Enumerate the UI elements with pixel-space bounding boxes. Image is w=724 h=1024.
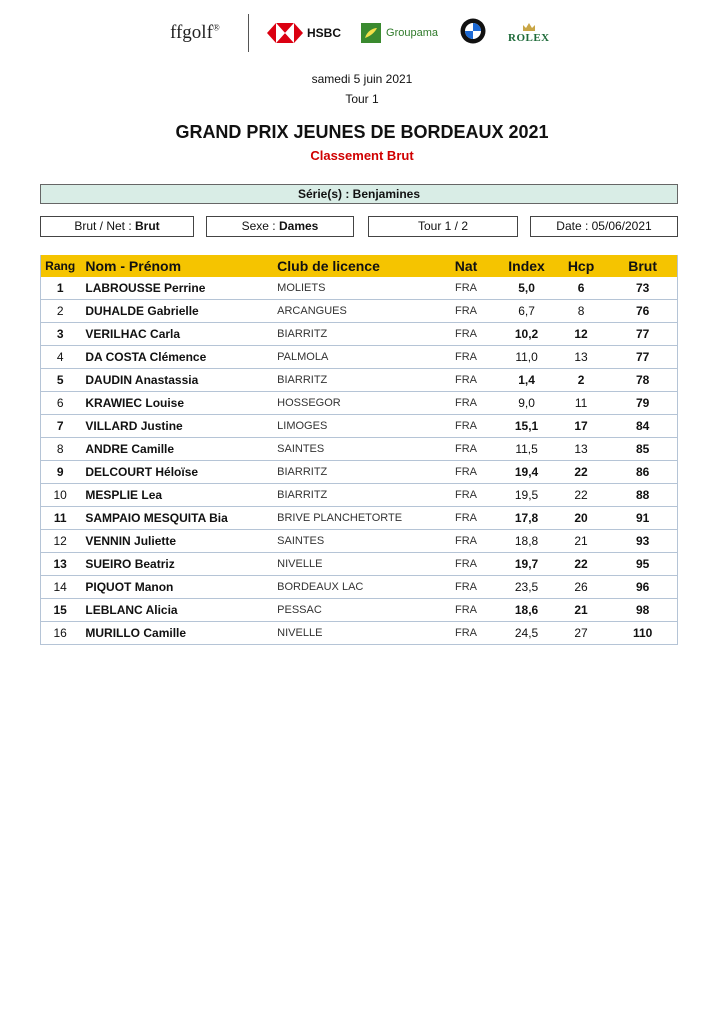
table-row [41,346,678,369]
cell-brut: 76 [608,300,677,323]
cell-rang: 10 [41,484,80,507]
cell-club: BIARRITZ [271,461,433,484]
groupama-logo: Groupama [361,23,438,43]
cell-brut: 73 [608,277,677,300]
cell-nat: FRA [433,576,500,599]
cell-nom: DUHALDE Gabrielle [79,300,271,323]
rolex-logo: ROLEX [508,22,550,44]
col-nat: Nat [433,255,500,277]
cell-rang: 1 [41,277,80,300]
table-row [41,415,678,438]
cell-nom: PIQUOT Manon [79,576,271,599]
cell-brut: 77 [608,346,677,369]
cell-hcp: 8 [554,300,609,323]
cell-nom: SAMPAIO MESQUITA Bia [79,507,271,530]
cell-nat: FRA [433,369,500,392]
cell-index: 19,5 [499,484,554,507]
cell-index: 15,1 [499,415,554,438]
ffgolf-logo: ffgolf® [170,22,220,43]
cell-nat: FRA [433,323,500,346]
cell-club: BORDEAUX LAC [271,576,433,599]
cell-nat: FRA [433,392,500,415]
tour-box: Tour 1 / 2 [368,216,518,237]
cell-rang: 4 [41,346,80,369]
cell-nat: FRA [433,438,500,461]
sexe-box: Sexe : Dames [206,216,354,237]
cell-rang: 9 [41,461,80,484]
table-row [41,438,678,461]
cell-brut: 96 [608,576,677,599]
bmw-logo [460,18,486,49]
table-row [41,277,678,300]
cell-nat: FRA [433,599,500,622]
table-row [41,369,678,392]
event-tour: Tour 1 [345,92,379,106]
cell-brut: 88 [608,484,677,507]
table-row [41,392,678,415]
col-rang: Rang [41,255,80,277]
cell-index: 18,8 [499,530,554,553]
cell-hcp: 27 [554,622,609,645]
groupama-leaf-icon [361,23,381,43]
cell-nat: FRA [433,461,500,484]
hsbc-hexagon-icon [267,23,303,43]
event-date: samedi 5 juin 2021 [311,72,413,86]
cell-nom: VILLARD Justine [79,415,271,438]
cell-rang: 16 [41,622,80,645]
cell-hcp: 13 [554,438,609,461]
cell-club: LIMOGES [271,415,433,438]
cell-hcp: 22 [554,553,609,576]
table-row [41,553,678,576]
cell-club: BIARRITZ [271,484,433,507]
cell-nom: LEBLANC Alicia [79,599,271,622]
cell-nom: ANDRE Camille [79,438,271,461]
cell-index: 19,7 [499,553,554,576]
results-table [40,255,678,645]
table-row [41,300,678,323]
cell-index: 9,0 [499,392,554,415]
cell-nat: FRA [433,415,500,438]
cell-index: 5,0 [499,277,554,300]
cell-nom: LABROUSSE Perrine [79,277,271,300]
table-row [41,323,678,346]
cell-hcp: 13 [554,346,609,369]
cell-nom: VENNIN Juliette [79,530,271,553]
table-row [41,599,678,622]
table-header-row [41,255,678,277]
table-row [41,622,678,645]
cell-hcp: 21 [554,599,609,622]
cell-hcp: 12 [554,323,609,346]
col-hcp: Hcp [554,255,609,277]
cell-brut: 91 [608,507,677,530]
cell-nom: DAUDIN Anastassia [79,369,271,392]
cell-hcp: 26 [554,576,609,599]
cell-brut: 95 [608,553,677,576]
cell-index: 11,0 [499,346,554,369]
cell-brut: 85 [608,438,677,461]
cell-brut: 77 [608,323,677,346]
cell-club: SAINTES [271,530,433,553]
cell-club: NIVELLE [271,553,433,576]
date-box: Date : 05/06/2021 [530,216,678,237]
cell-brut: 86 [608,461,677,484]
cell-rang: 3 [41,323,80,346]
cell-index: 11,5 [499,438,554,461]
serie-banner: Série(s) : Benjamines [40,184,678,204]
page-title: GRAND PRIX JEUNES DE BORDEAUX 2021 [175,122,549,142]
hsbc-logo: HSBC [267,23,341,43]
col-club: Club de licence [271,255,433,277]
table-row [41,484,678,507]
cell-hcp: 20 [554,507,609,530]
cell-club: PALMOLA [271,346,433,369]
cell-nat: FRA [433,346,500,369]
crown-icon [522,22,536,32]
cell-nom: DA COSTA Clémence [79,346,271,369]
cell-nom: MESPLIE Lea [79,484,271,507]
cell-brut: 110 [608,622,677,645]
cell-hcp: 21 [554,530,609,553]
table-row [41,576,678,599]
cell-nom: MURILLO Camille [79,622,271,645]
col-index: Index [499,255,554,277]
cell-club: BIARRITZ [271,369,433,392]
cell-rang: 2 [41,300,80,323]
cell-brut: 93 [608,530,677,553]
bmw-roundel-icon [460,18,486,44]
cell-nat: FRA [433,507,500,530]
cell-club: NIVELLE [271,622,433,645]
cell-club: BRIVE PLANCHETORTE [271,507,433,530]
cell-hcp: 22 [554,484,609,507]
cell-index: 24,5 [499,622,554,645]
cell-brut: 84 [608,415,677,438]
cell-club: SAINTES [271,438,433,461]
cell-index: 10,2 [499,323,554,346]
cell-nat: FRA [433,484,500,507]
cell-index: 19,4 [499,461,554,484]
cell-nom: DELCOURT Héloïse [79,461,271,484]
col-brut: Brut [608,255,677,277]
cell-rang: 14 [41,576,80,599]
table-row [41,530,678,553]
cell-hcp: 22 [554,461,609,484]
cell-nat: FRA [433,622,500,645]
cell-brut: 98 [608,599,677,622]
cell-nat: FRA [433,530,500,553]
sponsor-logos [152,8,580,58]
cell-hcp: 17 [554,415,609,438]
cell-rang: 11 [41,507,80,530]
cell-rang: 15 [41,599,80,622]
cell-rang: 5 [41,369,80,392]
cell-index: 23,5 [499,576,554,599]
cell-index: 17,8 [499,507,554,530]
cell-nom: SUEIRO Beatriz [79,553,271,576]
cell-nat: FRA [433,300,500,323]
cell-rang: 7 [41,415,80,438]
table-row [41,461,678,484]
col-nom: Nom - Prénom [79,255,271,277]
cell-club: PESSAC [271,599,433,622]
cell-nom: KRAWIEC Louise [79,392,271,415]
brut-net-box: Brut / Net : Brut [40,216,194,237]
cell-index: 1,4 [499,369,554,392]
cell-hcp: 6 [554,277,609,300]
cell-nom: VERILHAC Carla [79,323,271,346]
page-subtitle: Classement Brut [310,148,414,163]
cell-rang: 12 [41,530,80,553]
cell-hcp: 2 [554,369,609,392]
cell-club: MOLIETS [271,277,433,300]
table-row [41,507,678,530]
cell-brut: 79 [608,392,677,415]
cell-nat: FRA [433,277,500,300]
cell-index: 6,7 [499,300,554,323]
cell-nat: FRA [433,553,500,576]
logo-divider [248,14,249,52]
cell-club: HOSSEGOR [271,392,433,415]
cell-rang: 13 [41,553,80,576]
cell-brut: 78 [608,369,677,392]
cell-club: ARCANGUES [271,300,433,323]
cell-rang: 6 [41,392,80,415]
cell-index: 18,6 [499,599,554,622]
cell-club: BIARRITZ [271,323,433,346]
cell-rang: 8 [41,438,80,461]
cell-hcp: 11 [554,392,609,415]
